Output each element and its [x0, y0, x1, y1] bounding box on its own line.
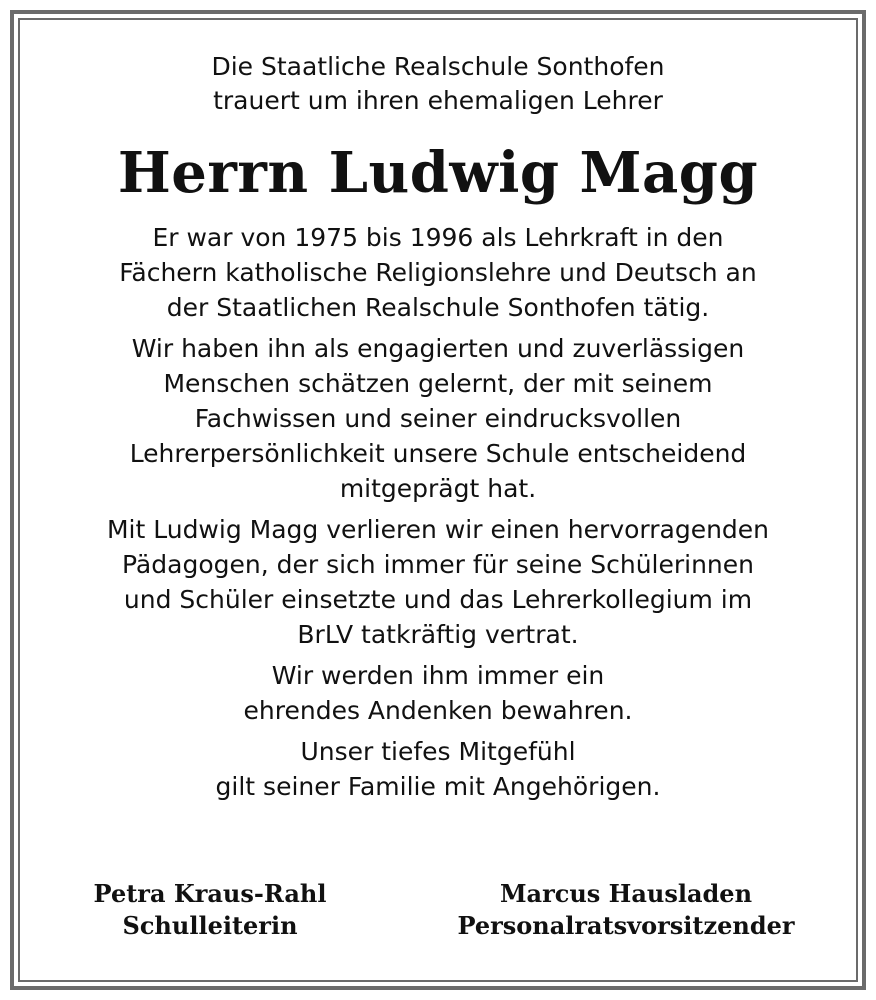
signature-right: [436, 878, 816, 942]
intro-line: trauert um ihren ehemaligen Lehrer: [213, 86, 663, 115]
text-line: Pädagogen, der sich immer für seine Schülerinnen: [121, 550, 755, 579]
text-line: Fachwissen und seiner eindrucksvollen: [194, 404, 682, 433]
text-line: Er war von 1975 bis 1996 als Lehrkraft in den: [152, 223, 724, 252]
text-line: gilt seiner Familie mit Angehörigen.: [215, 772, 661, 801]
paragraph-career: [30, 220, 846, 325]
text-line: Lehrerpersönlichkeit unsere Schule entscheidend: [129, 439, 747, 468]
text-line: Unser tiefes Mitgefühl: [300, 737, 576, 766]
text-line: Wir werden ihm immer ein: [271, 661, 605, 690]
text-line: BrLV tatkräftig vertrat.: [297, 620, 579, 649]
signer-role: Schulleiterin: [122, 911, 298, 940]
deceased-name: Herrn Ludwig Magg: [117, 140, 759, 206]
signer-name: Marcus Hausladen: [499, 879, 753, 908]
signer-name: Petra Kraus-Rahl: [93, 879, 327, 908]
paragraph-loss: [30, 512, 846, 652]
text-line: Wir haben ihn als engagierten und zuverlässigen: [131, 334, 745, 363]
signer-role: Personalratsvorsitzender: [457, 911, 795, 940]
paragraph-remembrance: [30, 658, 846, 728]
paragraph-condolence: [30, 734, 846, 804]
signature-block: [60, 878, 816, 942]
text-line: ehrendes Andenken bewahren.: [243, 696, 633, 725]
text-line: Mit Ludwig Magg verlieren wir einen hervorragenden: [106, 515, 770, 544]
intro-line: Die Staatliche Realschule Sonthofen: [211, 52, 665, 81]
text-line: mitgeprägt hat.: [339, 474, 537, 503]
text-line: Fächern katholische Religionslehre und Deutsch an: [119, 258, 757, 287]
paragraph-appreciation: [30, 331, 846, 506]
text-line: der Staatlichen Realschule Sonthofen tätig.: [166, 293, 710, 322]
signature-left: [60, 878, 360, 942]
text-line: Menschen schätzen gelernt, der mit seinem: [163, 369, 713, 398]
text-line: und Schüler einsetzte und das Lehrerkollegium im: [123, 585, 753, 614]
obituary-body: [30, 50, 846, 810]
